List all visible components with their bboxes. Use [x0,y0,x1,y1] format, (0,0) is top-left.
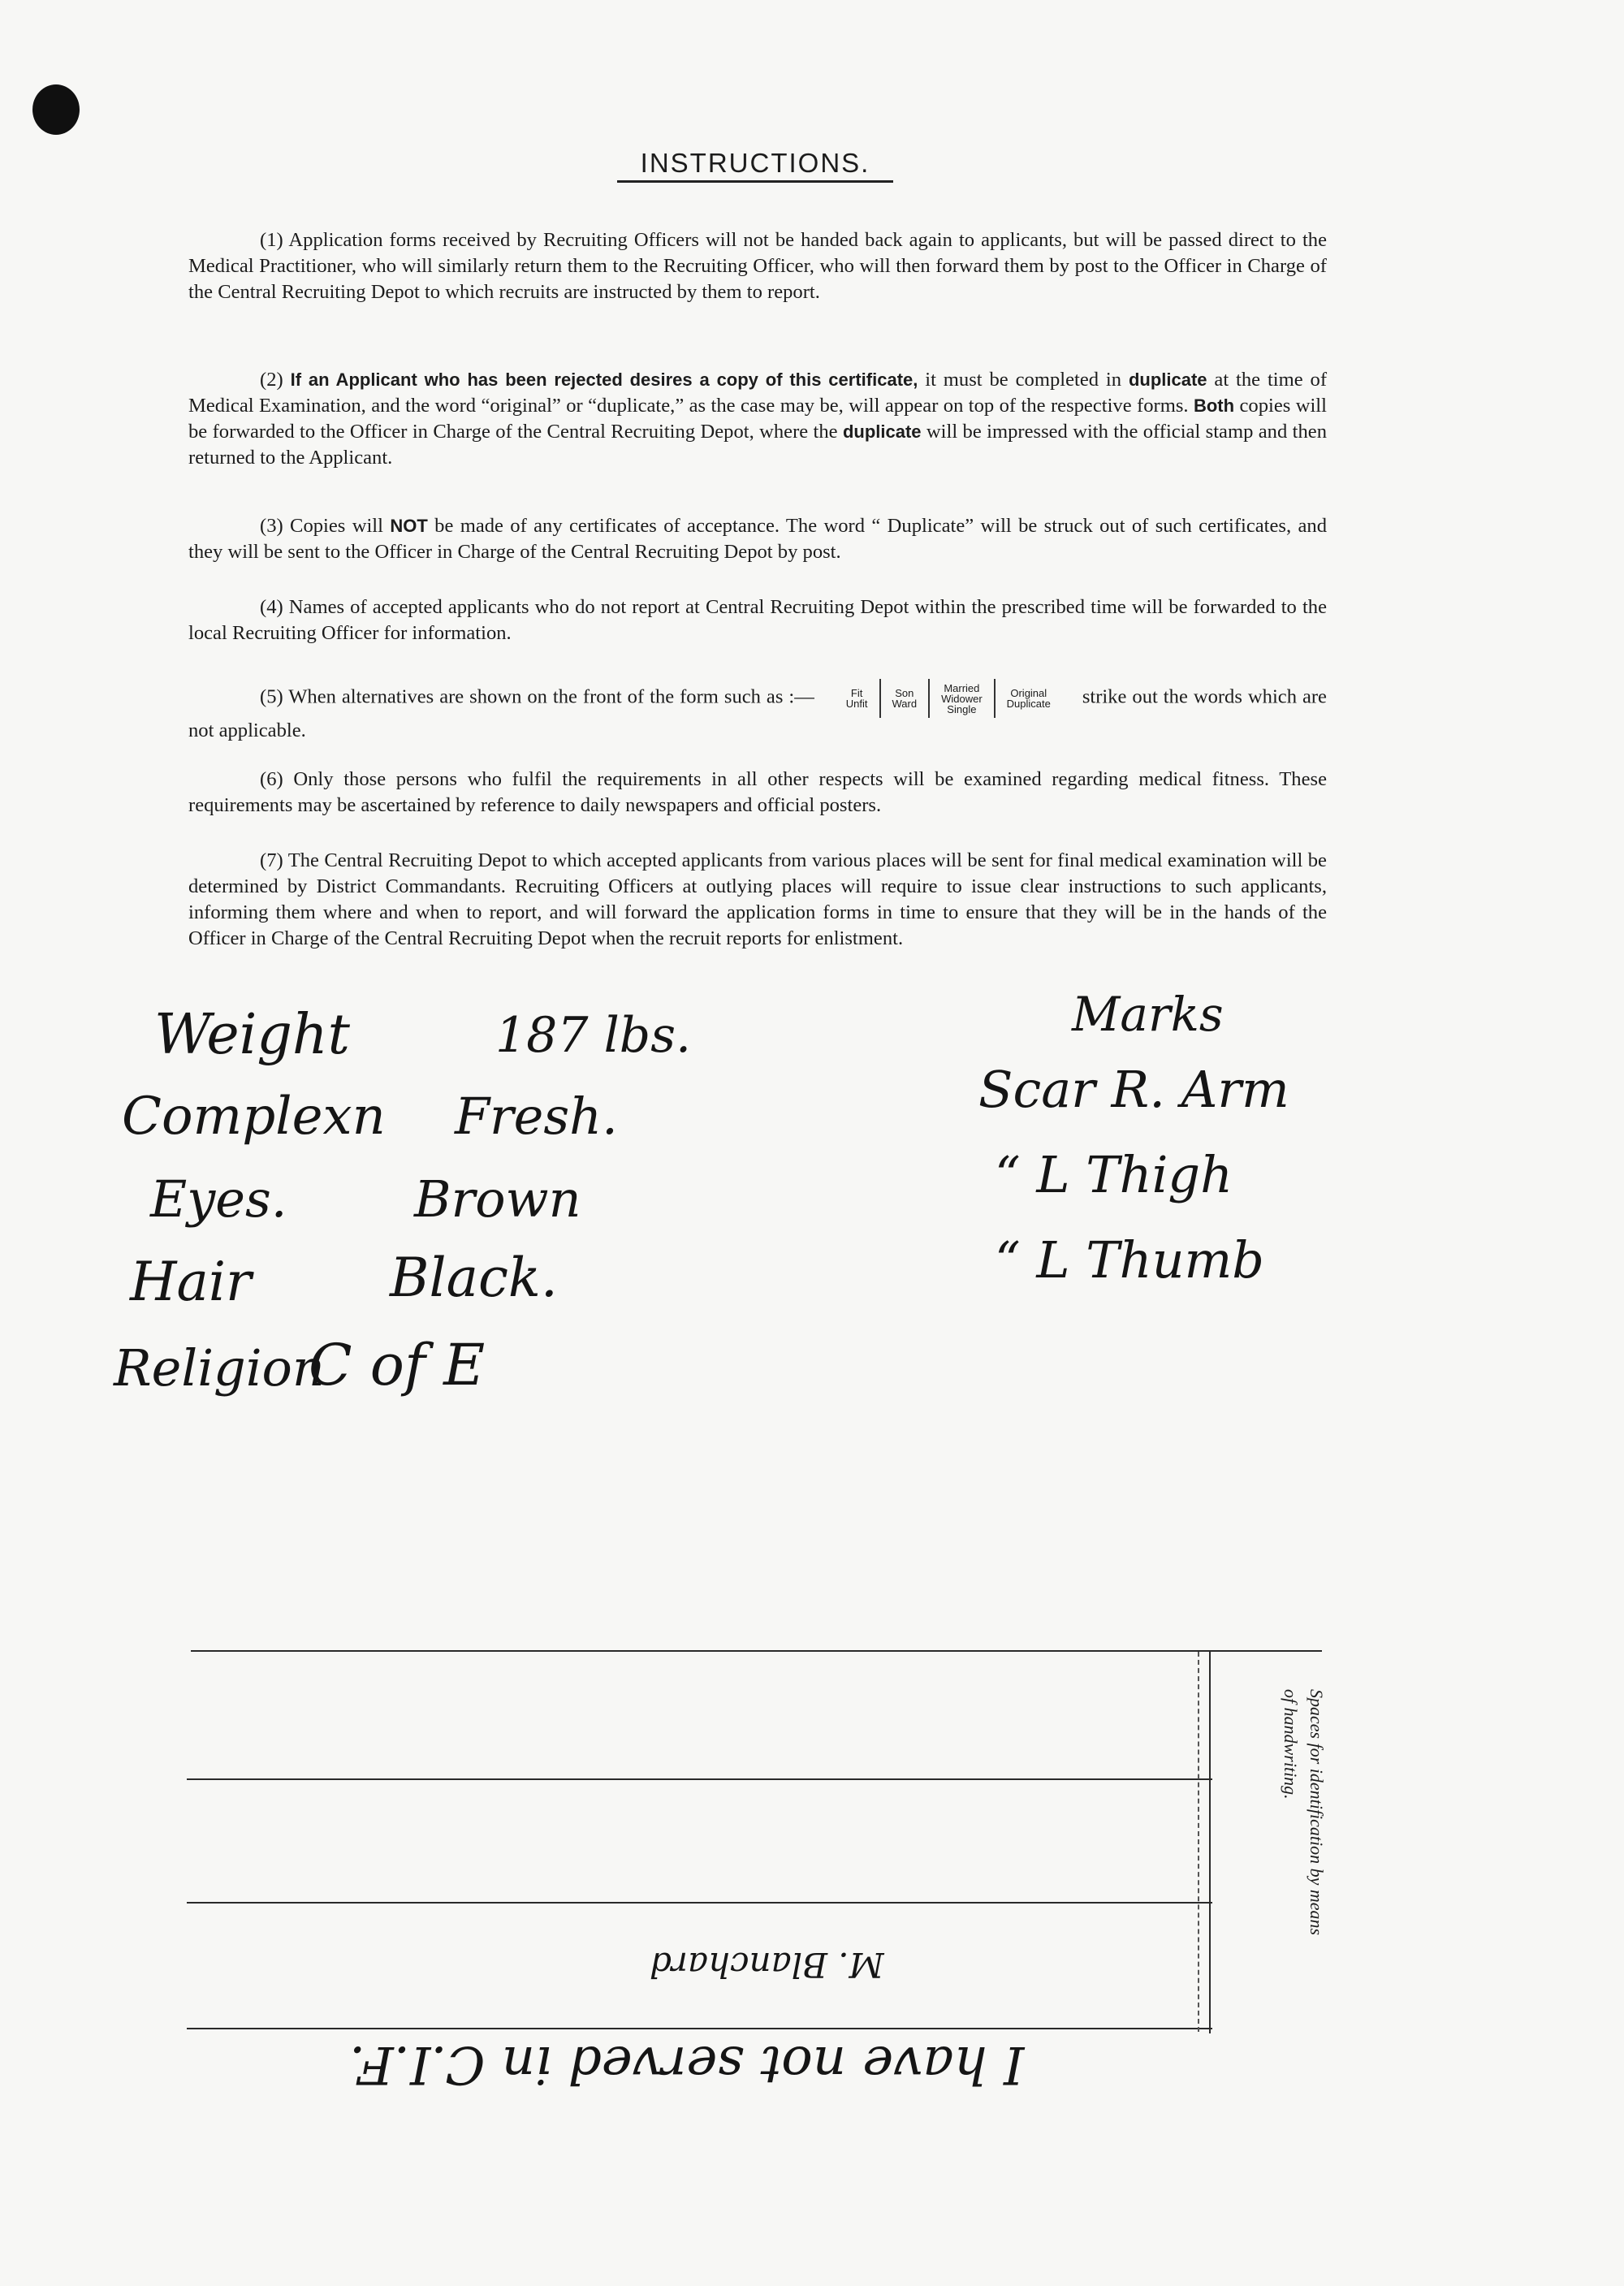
punch-hole [32,84,80,135]
page-title: INSTRUCTIONS. [617,148,893,183]
instruction-6: (6) Only those persons who fulfil the requirements in all other respects will be examined regarding medical fitness. These requirements may be ascertained by reference to daily newspapers and official posters. [188,768,1327,816]
instruction-2: (2) If an Applicant who has been rejected desires a copy of this certificate, it must be completed in duplicate at the time of Medical Examination, and the word “original” or “duplicate,” as the case may be, will appear on top of the respective forms. Both copies will be forwarded to the Officer in Charge of the Central Recruiting Depot, where the duplicate will be impressed with the official stamp and then returned to the Applicant. [188,369,1328,469]
instruction-4: (4) Names of accepted applicants who do not report at Central Recruiting Depot within the prescribed time will be forwarded to the local Recruiting Officer for information. [188,596,1327,644]
mark-1: Scar R. Arm [978,1060,1289,1119]
complexion-value: Fresh. [455,1087,618,1146]
hair-label: Hair [130,1251,252,1313]
signature-line [191,1650,1322,1652]
weight-value: 187 lbs. [495,1007,692,1064]
signature-line [187,1778,1212,1780]
dashed-margin [1198,1652,1199,2032]
instruction-5: (5) When alternatives are shown on the front of the form such as :— Fit Unfit Son Ward Married Widower Single Original Duplicate strike out the words which are not applicable. [188,679,1327,744]
religion-value: C of E [309,1332,486,1398]
mark-2: “ L Thigh [995,1145,1233,1204]
instruction-7: (7) The Central Recruiting Depot to which accepted applicants from various places will be sent for final medical examination will be determined by District Commandants. Recruiting Officers at outlying places will require to issue clear instructions to such applicants, informing them where and when to report, and will forward the application forms in time to ensure that they will be in the hands of the Officer in Charge of the Central Recruiting Depot when the recruit reports for enlistment. [188,849,1327,949]
religion-label: Religion [114,1338,325,1398]
eyes-label: Eyes. [150,1169,287,1229]
signature-line [187,1902,1212,1904]
marks-heading: Marks [1072,987,1224,1042]
alternatives-example: Fit Unfit Son Ward Married Widower Single Original Duplicate [835,679,1062,718]
complexion-label: Complexn [122,1087,386,1147]
eyes-value: Brown [414,1169,581,1229]
instruction-1: (1) Application forms received by Recruiting Officers will not be handed back again to applicants, but will be passed direct to the Medical Practitioner, who will similarly return them to the Recruiting Officer, who will then forward them by post to the Officer in Charge of the Central Recruiting Depot to which recruits are instructed by them to report. [188,229,1327,303]
weight-label: Weight [154,1003,350,1067]
mark-3: “ L Thumb [995,1230,1264,1290]
hair-value: Black. [390,1247,558,1309]
signature-line [187,2028,1212,2029]
side-note: Spaces for identification by means of handwriting. [1281,1689,1327,1936]
signature-box-border [1209,1652,1211,2033]
inverted-signature: M. Blanchard [650,1945,884,1985]
instruction-3: (3) Copies will NOT be made of any certificates of acceptance. The word “ Duplicate” will be struck out of such certificates, and they will be sent to the Officer in Charge of the Central Recruiting Depot by post. [188,515,1328,563]
inverted-service-note: I have not served in C.I.F. [349,2034,1025,2094]
